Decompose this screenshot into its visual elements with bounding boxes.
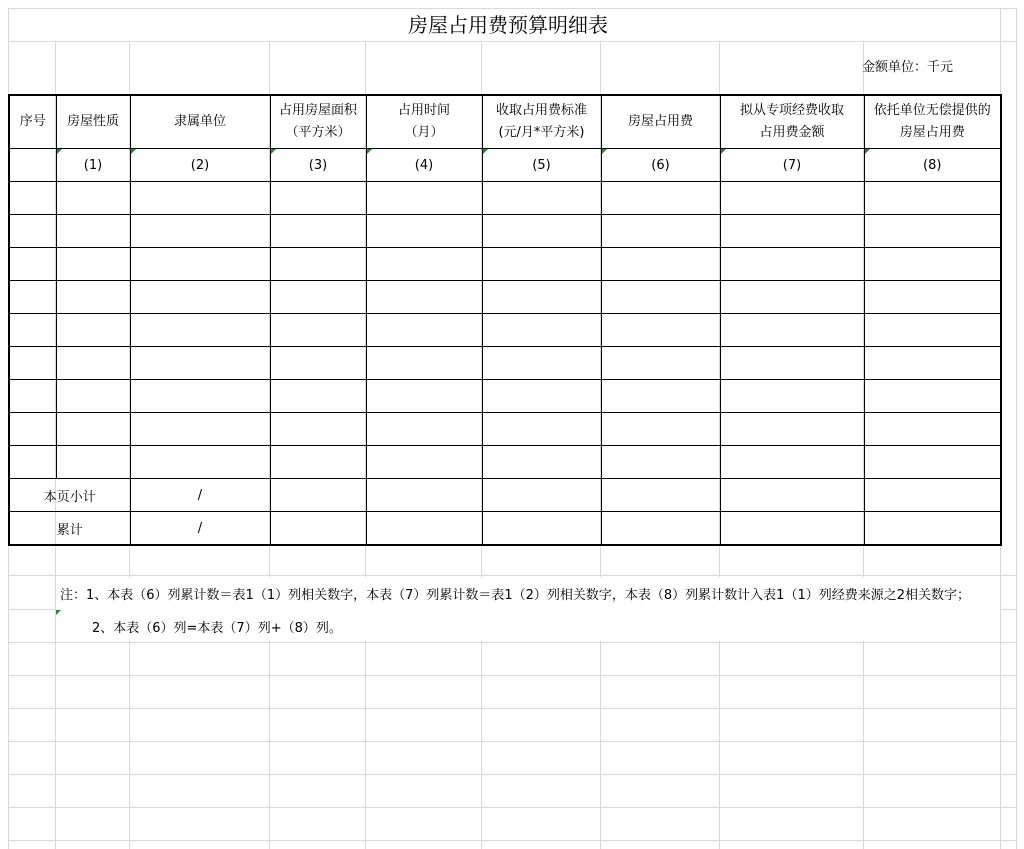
table-cell[interactable]: [720, 248, 864, 281]
table-cell[interactable]: [482, 512, 601, 546]
column-number-cell[interactable]: (8): [864, 149, 1001, 182]
table-cell[interactable]: [130, 446, 270, 479]
page-title: 房屋占用费预算明细表: [408, 13, 608, 37]
table-cell[interactable]: [56, 248, 130, 281]
table-cell[interactable]: [56, 380, 130, 413]
column-number-cell[interactable]: (3): [270, 149, 366, 182]
header-cell[interactable]: 依托单位无偿提供的 房屋占用费: [864, 95, 1001, 149]
table-cell[interactable]: [864, 347, 1001, 380]
cell-comment-marker: [56, 610, 61, 615]
table-cell[interactable]: [601, 215, 720, 248]
column-number-cell[interactable]: (6): [601, 149, 720, 182]
table-cell[interactable]: [9, 314, 56, 347]
table-cell[interactable]: [482, 248, 601, 281]
table-cell[interactable]: [9, 281, 56, 314]
page-subtotal-row: [9, 479, 1001, 512]
header-cell[interactable]: 隶属单位: [130, 95, 270, 149]
table-cell[interactable]: [720, 215, 864, 248]
table-cell[interactable]: [864, 446, 1001, 479]
table-cell[interactable]: [482, 413, 601, 446]
table-cell[interactable]: [9, 446, 56, 479]
column-number-cell[interactable]: (7): [720, 149, 864, 182]
page-subtotal-label[interactable]: 本页小计: [9, 479, 130, 512]
header-cell[interactable]: 占用房屋面积 （平方米）: [270, 95, 366, 149]
table-cell[interactable]: [601, 380, 720, 413]
table-row: [9, 182, 1001, 215]
header-cell[interactable]: 序号: [9, 95, 56, 149]
table-cell[interactable]: [482, 446, 601, 479]
table-cell[interactable]: [720, 512, 864, 546]
table-cell[interactable]: [130, 413, 270, 446]
table-cell[interactable]: [270, 380, 366, 413]
table-cell[interactable]: [482, 215, 601, 248]
table-cell[interactable]: [9, 215, 56, 248]
table-cell[interactable]: [130, 248, 270, 281]
table-cell[interactable]: [366, 281, 482, 314]
table-cell[interactable]: [864, 413, 1001, 446]
table-row: [9, 248, 1001, 281]
table-cell[interactable]: [56, 215, 130, 248]
table-cell[interactable]: [270, 512, 366, 546]
column-number-cell[interactable]: (1): [56, 149, 130, 182]
table-row: [9, 380, 1001, 413]
table-cell[interactable]: [601, 347, 720, 380]
note-line-1: 注：1、本表（6）列累计数＝表1（1）列相关数字，本表（7）列累计数＝表1（2）列相关数字，本表（8）列累计数计入表1（1）列经费来源之2相关数字；: [60, 588, 970, 603]
header-cell[interactable]: 收取占用费标准 (元/月*平方米): [482, 95, 601, 149]
table-cell[interactable]: [601, 479, 720, 512]
table-cell[interactable]: [601, 281, 720, 314]
table-cell[interactable]: [482, 479, 601, 512]
amount-unit-label: 金额单位：千元: [862, 60, 954, 75]
table-cell[interactable]: [864, 314, 1001, 347]
table-cell[interactable]: [720, 479, 864, 512]
cumulative-label[interactable]: 累计: [9, 512, 130, 546]
table-cell[interactable]: [601, 182, 720, 215]
table-cell[interactable]: [270, 281, 366, 314]
budget-detail-table: [8, 94, 1002, 546]
table-cell[interactable]: [56, 413, 130, 446]
table-cell[interactable]: [366, 314, 482, 347]
table-cell[interactable]: [366, 479, 482, 512]
table-cell[interactable]: [130, 281, 270, 314]
header-cell[interactable]: 占用时间 （月）: [366, 95, 482, 149]
table-cell[interactable]: [270, 215, 366, 248]
table-cell[interactable]: [482, 281, 601, 314]
table-cell[interactable]: [366, 215, 482, 248]
cumulative-unit[interactable]: /: [130, 512, 270, 546]
table-cell[interactable]: [366, 248, 482, 281]
table-cell[interactable]: [864, 248, 1001, 281]
table-cell[interactable]: [864, 281, 1001, 314]
table-cell[interactable]: [9, 413, 56, 446]
table-cell[interactable]: [601, 512, 720, 546]
table-cell[interactable]: [366, 380, 482, 413]
table-cell[interactable]: [366, 512, 482, 546]
note-line-2: 2、本表（6）列=本表（7）列+（8）列。: [92, 621, 342, 636]
table-cell[interactable]: [130, 347, 270, 380]
table-cell[interactable]: [366, 347, 482, 380]
table-row: [9, 446, 1001, 479]
table-row: [9, 413, 1001, 446]
table-cell[interactable]: [482, 182, 601, 215]
table-cell[interactable]: [56, 347, 130, 380]
header-cell[interactable]: 拟从专项经费收取 占用费金额: [720, 95, 864, 149]
table-cell[interactable]: [720, 446, 864, 479]
table-cell[interactable]: [864, 512, 1001, 546]
table-row: [9, 281, 1001, 314]
table-cell[interactable]: [864, 479, 1001, 512]
column-number-cell[interactable]: [9, 149, 56, 182]
table-cell[interactable]: [130, 314, 270, 347]
table-cell[interactable]: [56, 281, 130, 314]
column-number-cell[interactable]: (2): [130, 149, 270, 182]
table-cell[interactable]: [56, 314, 130, 347]
table-cell[interactable]: [9, 248, 56, 281]
table-cell[interactable]: [720, 347, 864, 380]
table-cell[interactable]: [270, 182, 366, 215]
table-cell[interactable]: [366, 182, 482, 215]
table-cell[interactable]: [720, 380, 864, 413]
column-number-cell[interactable]: (4): [366, 149, 482, 182]
table-cell[interactable]: [130, 215, 270, 248]
table-cell[interactable]: [130, 182, 270, 215]
header-cell[interactable]: 房屋性质: [56, 95, 130, 149]
table-cell[interactable]: [270, 479, 366, 512]
cumulative-row: [9, 512, 1001, 546]
table-cell[interactable]: [720, 281, 864, 314]
table-row: [9, 215, 1001, 248]
table-cell[interactable]: [270, 446, 366, 479]
table-cell[interactable]: [270, 413, 366, 446]
table-cell[interactable]: [601, 314, 720, 347]
column-number-row: [9, 149, 1001, 182]
table-cell[interactable]: [720, 413, 864, 446]
header-cell[interactable]: 房屋占用费: [601, 95, 720, 149]
table-cell[interactable]: [270, 248, 366, 281]
table-cell[interactable]: [56, 446, 130, 479]
table-cell[interactable]: [864, 380, 1001, 413]
table-cell[interactable]: [9, 182, 56, 215]
table-cell[interactable]: [720, 314, 864, 347]
table-cell[interactable]: [270, 314, 366, 347]
table-cell[interactable]: [366, 446, 482, 479]
table-cell[interactable]: [601, 413, 720, 446]
table-cell[interactable]: [270, 347, 366, 380]
table-cell[interactable]: [864, 182, 1001, 215]
table-cell[interactable]: [56, 182, 130, 215]
table-cell[interactable]: [482, 380, 601, 413]
table-cell[interactable]: [482, 314, 601, 347]
table-row: [9, 347, 1001, 380]
column-number-cell[interactable]: (5): [482, 149, 601, 182]
table-cell[interactable]: [9, 347, 56, 380]
table-cell[interactable]: [9, 380, 56, 413]
table-cell[interactable]: [601, 446, 720, 479]
table-cell[interactable]: [601, 248, 720, 281]
page-subtotal-unit[interactable]: /: [130, 479, 270, 512]
table-cell[interactable]: [366, 413, 482, 446]
header-row: [9, 95, 1001, 149]
table-cell[interactable]: [864, 215, 1001, 248]
table-cell[interactable]: [130, 380, 270, 413]
table-cell[interactable]: [482, 347, 601, 380]
table-cell[interactable]: [720, 182, 864, 215]
table-row: [9, 314, 1001, 347]
